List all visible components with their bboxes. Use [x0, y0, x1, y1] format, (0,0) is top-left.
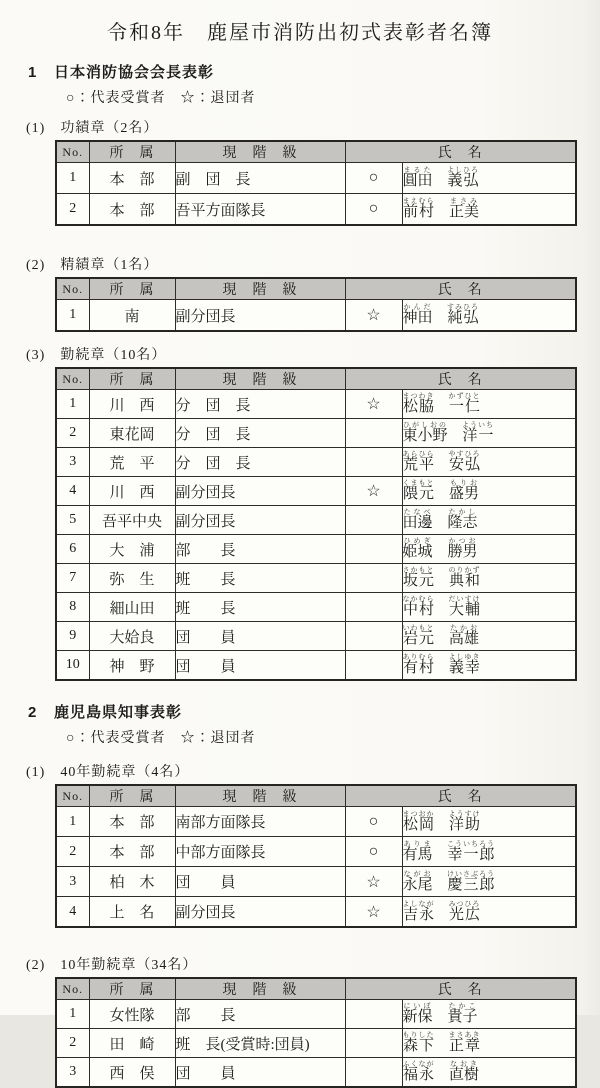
col-header-rank: 現 階 級 — [175, 978, 345, 1000]
table-row — [56, 390, 576, 419]
cell-mark: ○ — [345, 837, 402, 867]
cell-mark: ○ — [345, 194, 402, 226]
header-row — [56, 368, 576, 390]
cell-no: 5 — [56, 506, 89, 535]
cell-name — [402, 300, 576, 332]
name-furigana: かんだ — [402, 303, 433, 311]
cell-name — [402, 194, 576, 226]
name-part: 光広みつひろ — [448, 899, 481, 923]
table-row — [56, 622, 576, 651]
name-part: 前村まえむら — [402, 197, 435, 220]
cell-affiliation: 南 — [89, 300, 175, 332]
cell-name — [402, 651, 576, 681]
cell-affiliation: 神 野 — [89, 651, 175, 681]
cell-rank: 副分団長 — [175, 477, 345, 506]
cell-name — [402, 163, 576, 194]
name-furigana: さかもと — [402, 566, 435, 574]
name-furigana: もりした — [402, 1031, 435, 1039]
table-caption-40yr: (1) 40年勤続章（4名） — [26, 765, 190, 780]
person-name — [403, 479, 480, 503]
cell-no: 1 — [56, 390, 89, 419]
table-row — [56, 1029, 576, 1058]
name-part: 義弘よしひろ — [447, 166, 480, 189]
name-part: 坂元さかもと — [402, 566, 435, 589]
table-row — [56, 837, 576, 867]
header-row — [56, 785, 576, 807]
cell-rank: 副分団長 — [175, 897, 345, 928]
person-name — [403, 566, 481, 590]
person-name — [403, 840, 496, 864]
cell-name — [402, 807, 576, 837]
header-row — [56, 278, 576, 300]
cell-no: 6 — [56, 535, 89, 564]
section-title: 日本消防協会会長表彰 — [54, 64, 215, 81]
name-part: 姫城ひめぎ — [402, 537, 433, 560]
cell-rank: 部 長 — [175, 1000, 345, 1029]
cell-affiliation: 大姶良 — [89, 622, 175, 651]
cell-no: 9 — [56, 622, 89, 651]
section-number: 2 — [28, 704, 38, 721]
name-furigana: たかお — [449, 624, 480, 632]
legend-marks: ○：代表受賞者 ☆：退団者 — [66, 91, 256, 106]
cell-mark — [345, 622, 402, 651]
cell-affiliation: 川 西 — [89, 477, 175, 506]
legend-marks: ○：代表受賞者 ☆：退団者 — [66, 731, 256, 746]
name-furigana: ありま — [402, 839, 433, 848]
section-heading-1 — [28, 61, 600, 82]
cell-affiliation: 女性隊 — [89, 1000, 175, 1029]
cell-mark — [345, 1029, 402, 1058]
col-header-name: 氏 名 — [345, 141, 576, 163]
name-part: 神田かんだ — [402, 303, 433, 326]
person-name — [403, 595, 481, 619]
col-header-name: 氏 名 — [345, 785, 576, 807]
cell-no: 7 — [56, 564, 89, 593]
name-furigana: まえむら — [402, 197, 435, 205]
cell-mark — [345, 506, 402, 535]
roster-table-kinzoku — [55, 367, 577, 681]
name-furigana: いわもと — [402, 624, 435, 632]
person-name — [403, 450, 481, 474]
col-header-affiliation: 所 属 — [89, 141, 175, 163]
name-furigana: みつひろ — [448, 899, 481, 908]
cell-no: 3 — [56, 1058, 89, 1088]
roster-table-10yr — [55, 977, 577, 1088]
person-name — [403, 1002, 478, 1026]
col-header-affiliation: 所 属 — [89, 278, 175, 300]
cell-no: 4 — [56, 477, 89, 506]
name-furigana: もりお — [449, 479, 480, 487]
cell-affiliation: 弥 生 — [89, 564, 175, 593]
col-header-no: No. — [56, 278, 89, 300]
name-part: 慶三郎けいさぶろう — [447, 869, 496, 893]
col-header-affiliation: 所 属 — [89, 978, 175, 1000]
table-caption-merit: (1) 功績章（2名） — [26, 121, 159, 136]
name-part: 貴子たかこ — [447, 1002, 478, 1025]
cell-mark — [345, 448, 402, 477]
cell-mark: ○ — [345, 163, 402, 194]
name-part: 幸一郎こういちろう — [447, 839, 496, 863]
cell-name — [402, 867, 576, 897]
cell-affiliation: 柏 木 — [89, 867, 175, 897]
cell-affiliation: 東花岡 — [89, 419, 175, 448]
person-name — [403, 303, 480, 327]
cell-mark: ☆ — [345, 300, 402, 332]
col-header-rank: 現 階 級 — [175, 278, 345, 300]
name-furigana: やすひろ — [448, 450, 481, 458]
cell-rank: 副分団長 — [175, 300, 345, 332]
cell-no: 8 — [56, 593, 89, 622]
cell-name — [402, 1058, 576, 1088]
person-name — [403, 900, 481, 924]
name-furigana: かつお — [447, 537, 478, 545]
name-furigana: なおき — [449, 1060, 480, 1068]
col-header-no: No. — [56, 141, 89, 163]
cell-affiliation: 西 俣 — [89, 1058, 175, 1088]
name-furigana: ありむら — [402, 653, 435, 661]
name-part: 永尾ながお — [402, 869, 433, 893]
cell-affiliation: 本 部 — [89, 194, 175, 226]
cell-no: 10 — [56, 651, 89, 681]
col-header-affiliation: 所 属 — [89, 368, 175, 390]
name-furigana: よしなが — [402, 899, 435, 908]
cell-name — [402, 535, 576, 564]
name-part: 典和のりかず — [448, 566, 481, 589]
cell-mark: ☆ — [345, 390, 402, 419]
name-part: 隈元くまもと — [402, 479, 435, 502]
col-header-no: No. — [56, 785, 89, 807]
name-part: 岩元いわもと — [402, 624, 435, 647]
cell-name — [402, 837, 576, 867]
name-furigana: こういちろう — [447, 839, 496, 848]
name-part: 高雄たかお — [449, 624, 480, 647]
person-name — [403, 870, 496, 894]
person-name — [403, 508, 478, 532]
name-part: 荒平あらひら — [402, 450, 435, 473]
cell-mark: ☆ — [345, 477, 402, 506]
col-header-affiliation: 所 属 — [89, 785, 175, 807]
name-furigana: くまもと — [402, 479, 435, 487]
name-furigana: すみひろ — [447, 303, 480, 311]
table-row — [56, 419, 576, 448]
cell-no: 1 — [56, 300, 89, 332]
cell-no: 2 — [56, 194, 89, 226]
name-furigana: たかし — [447, 508, 478, 516]
cell-no: 2 — [56, 837, 89, 867]
name-furigana: にいぼ — [402, 1002, 433, 1010]
section-heading-2 — [28, 701, 600, 722]
name-part: 洋一よういち — [462, 421, 495, 444]
name-part: 純弘すみひろ — [447, 303, 480, 326]
cell-affiliation: 本 部 — [89, 163, 175, 194]
name-part: 有馬ありま — [402, 839, 433, 863]
name-part: 隆志たかし — [447, 508, 478, 531]
col-header-no: No. — [56, 978, 89, 1000]
table-row — [56, 564, 576, 593]
name-furigana: よしゆき — [448, 653, 481, 661]
name-furigana: あらひら — [402, 450, 435, 458]
table-row — [56, 651, 576, 681]
table-caption-seiseki: (2) 精績章（1名） — [26, 258, 159, 273]
person-name — [403, 537, 478, 561]
table-row — [56, 448, 576, 477]
name-furigana: だいすけ — [448, 595, 481, 603]
name-part: 田邊たなべ — [402, 508, 433, 531]
person-name — [403, 1031, 481, 1055]
cell-name — [402, 390, 576, 419]
table-caption-kinzoku: (3) 勤続章（10名） — [26, 348, 167, 363]
name-part: 中村なかむら — [402, 595, 435, 618]
name-part: 圓田まるた — [402, 166, 433, 189]
col-header-rank: 現 階 級 — [175, 785, 345, 807]
table-row — [56, 807, 576, 837]
person-name — [403, 653, 481, 677]
name-part: 安弘やすひろ — [448, 450, 481, 473]
name-part: 盛男もりお — [449, 479, 480, 502]
name-furigana: ながお — [402, 869, 433, 878]
name-part: 義幸よしゆき — [448, 653, 481, 676]
section-title: 鹿児島県知事表彰 — [54, 704, 183, 721]
cell-rank: 班 長 — [175, 564, 345, 593]
name-part: 直樹なおき — [449, 1060, 480, 1083]
person-name — [403, 1060, 480, 1084]
cell-no: 1 — [56, 163, 89, 194]
cell-mark — [345, 564, 402, 593]
cell-affiliation: 田 崎 — [89, 1029, 175, 1058]
roster-table-40yr — [55, 784, 577, 928]
cell-rank: 団 員 — [175, 867, 345, 897]
cell-no: 1 — [56, 1000, 89, 1029]
cell-rank: 班 長(受賞時:団員) — [175, 1029, 345, 1058]
name-part: 新保にいぼ — [402, 1002, 433, 1025]
name-furigana: まさみ — [449, 197, 480, 205]
cell-name — [402, 593, 576, 622]
name-part: 大輔だいすけ — [448, 595, 481, 618]
cell-mark: ○ — [345, 807, 402, 837]
name-part: 松岡まつおか — [402, 809, 435, 833]
cell-rank: 団 員 — [175, 622, 345, 651]
table-row — [56, 300, 576, 332]
table-row — [56, 1000, 576, 1029]
cell-affiliation: 細山田 — [89, 593, 175, 622]
name-furigana: ふくなが — [402, 1060, 435, 1068]
table-row — [56, 506, 576, 535]
page-title: 令和8年 鹿屋市消防出初式表彰者名簿 — [107, 22, 493, 44]
name-furigana: まさあき — [448, 1031, 481, 1039]
cell-rank: 分 団 長 — [175, 448, 345, 477]
cell-name — [402, 1029, 576, 1058]
cell-rank: 分 団 長 — [175, 390, 345, 419]
cell-rank: 班 長 — [175, 593, 345, 622]
name-part: 東小野ひがしおの — [402, 421, 448, 444]
name-furigana: たなべ — [402, 508, 433, 516]
name-part: 福永ふくなが — [402, 1060, 435, 1083]
person-name — [403, 421, 495, 445]
cell-rank: 部 長 — [175, 535, 345, 564]
table-row — [56, 163, 576, 194]
col-header-name: 氏 名 — [345, 368, 576, 390]
cell-mark — [345, 593, 402, 622]
person-name — [403, 392, 481, 416]
name-furigana: ひめぎ — [402, 537, 433, 545]
name-part: 洋助ようすけ — [448, 809, 481, 833]
person-name — [403, 166, 480, 190]
name-part: 森下もりした — [402, 1031, 435, 1054]
name-part: 有村ありむら — [402, 653, 435, 676]
table-row — [56, 897, 576, 928]
roster-table-merit — [55, 140, 577, 226]
header-row — [56, 978, 576, 1000]
cell-mark: ☆ — [345, 897, 402, 928]
header-row — [56, 141, 576, 163]
name-furigana: なかむら — [402, 595, 435, 603]
cell-rank: 副分団長 — [175, 506, 345, 535]
cell-name — [402, 1000, 576, 1029]
table-caption-10yr: (2) 10年勤続章（34名） — [26, 958, 198, 973]
cell-no: 3 — [56, 448, 89, 477]
table-row — [56, 1058, 576, 1088]
name-part: 勝男かつお — [447, 537, 478, 560]
name-part: 吉永よしなが — [402, 899, 435, 923]
cell-no: 2 — [56, 419, 89, 448]
cell-name — [402, 419, 576, 448]
cell-rank: 中部方面隊長 — [175, 837, 345, 867]
col-header-rank: 現 階 級 — [175, 141, 345, 163]
name-furigana: かずひと — [448, 392, 481, 400]
cell-rank: 団 員 — [175, 651, 345, 681]
person-name — [403, 197, 480, 221]
cell-mark — [345, 1000, 402, 1029]
table-row — [56, 194, 576, 226]
cell-affiliation: 本 部 — [89, 837, 175, 867]
name-furigana: ようすけ — [448, 809, 481, 818]
cell-name — [402, 622, 576, 651]
name-furigana: まつわき — [402, 392, 435, 400]
cell-mark — [345, 651, 402, 681]
name-part: 一仁かずひと — [448, 392, 481, 415]
name-part: 松脇まつわき — [402, 392, 435, 415]
cell-no: 2 — [56, 1029, 89, 1058]
cell-name — [402, 506, 576, 535]
cell-affiliation: 川 西 — [89, 390, 175, 419]
cell-rank: 副 団 長 — [175, 163, 345, 194]
name-furigana: ひがしおの — [402, 421, 448, 429]
roster-table-seiseki — [55, 277, 577, 332]
cell-mark: ☆ — [345, 867, 402, 897]
person-name — [403, 810, 481, 834]
col-header-name: 氏 名 — [345, 278, 576, 300]
col-header-no: No. — [56, 368, 89, 390]
cell-affiliation: 吾平中央 — [89, 506, 175, 535]
name-furigana: けいさぶろう — [447, 869, 496, 878]
cell-rank: 吾平方面隊長 — [175, 194, 345, 226]
name-furigana: のりかず — [448, 566, 481, 574]
cell-rank: 分 団 長 — [175, 419, 345, 448]
table-row — [56, 477, 576, 506]
table-row — [56, 867, 576, 897]
cell-no: 3 — [56, 867, 89, 897]
cell-affiliation: 大 浦 — [89, 535, 175, 564]
cell-no: 1 — [56, 807, 89, 837]
col-header-rank: 現 階 級 — [175, 368, 345, 390]
cell-name — [402, 477, 576, 506]
col-header-name: 氏 名 — [345, 978, 576, 1000]
cell-no: 4 — [56, 897, 89, 928]
name-furigana: たかこ — [447, 1002, 478, 1010]
name-part: 正美まさみ — [449, 197, 480, 220]
table-row — [56, 593, 576, 622]
section-number: 1 — [28, 64, 38, 81]
name-part: 正章まさあき — [448, 1031, 481, 1054]
cell-name — [402, 564, 576, 593]
cell-mark — [345, 1058, 402, 1088]
cell-mark — [345, 535, 402, 564]
person-name — [403, 624, 480, 648]
cell-name — [402, 897, 576, 928]
cell-rank: 南部方面隊長 — [175, 807, 345, 837]
cell-affiliation: 上 名 — [89, 897, 175, 928]
cell-mark — [345, 419, 402, 448]
name-furigana: よしひろ — [447, 166, 480, 174]
cell-rank: 団 員 — [175, 1058, 345, 1088]
table-row — [56, 535, 576, 564]
name-furigana: まるた — [402, 166, 433, 174]
cell-affiliation: 荒 平 — [89, 448, 175, 477]
name-furigana: よういち — [462, 421, 495, 429]
name-furigana: まつおか — [402, 809, 435, 818]
cell-affiliation: 本 部 — [89, 807, 175, 837]
cell-name — [402, 448, 576, 477]
